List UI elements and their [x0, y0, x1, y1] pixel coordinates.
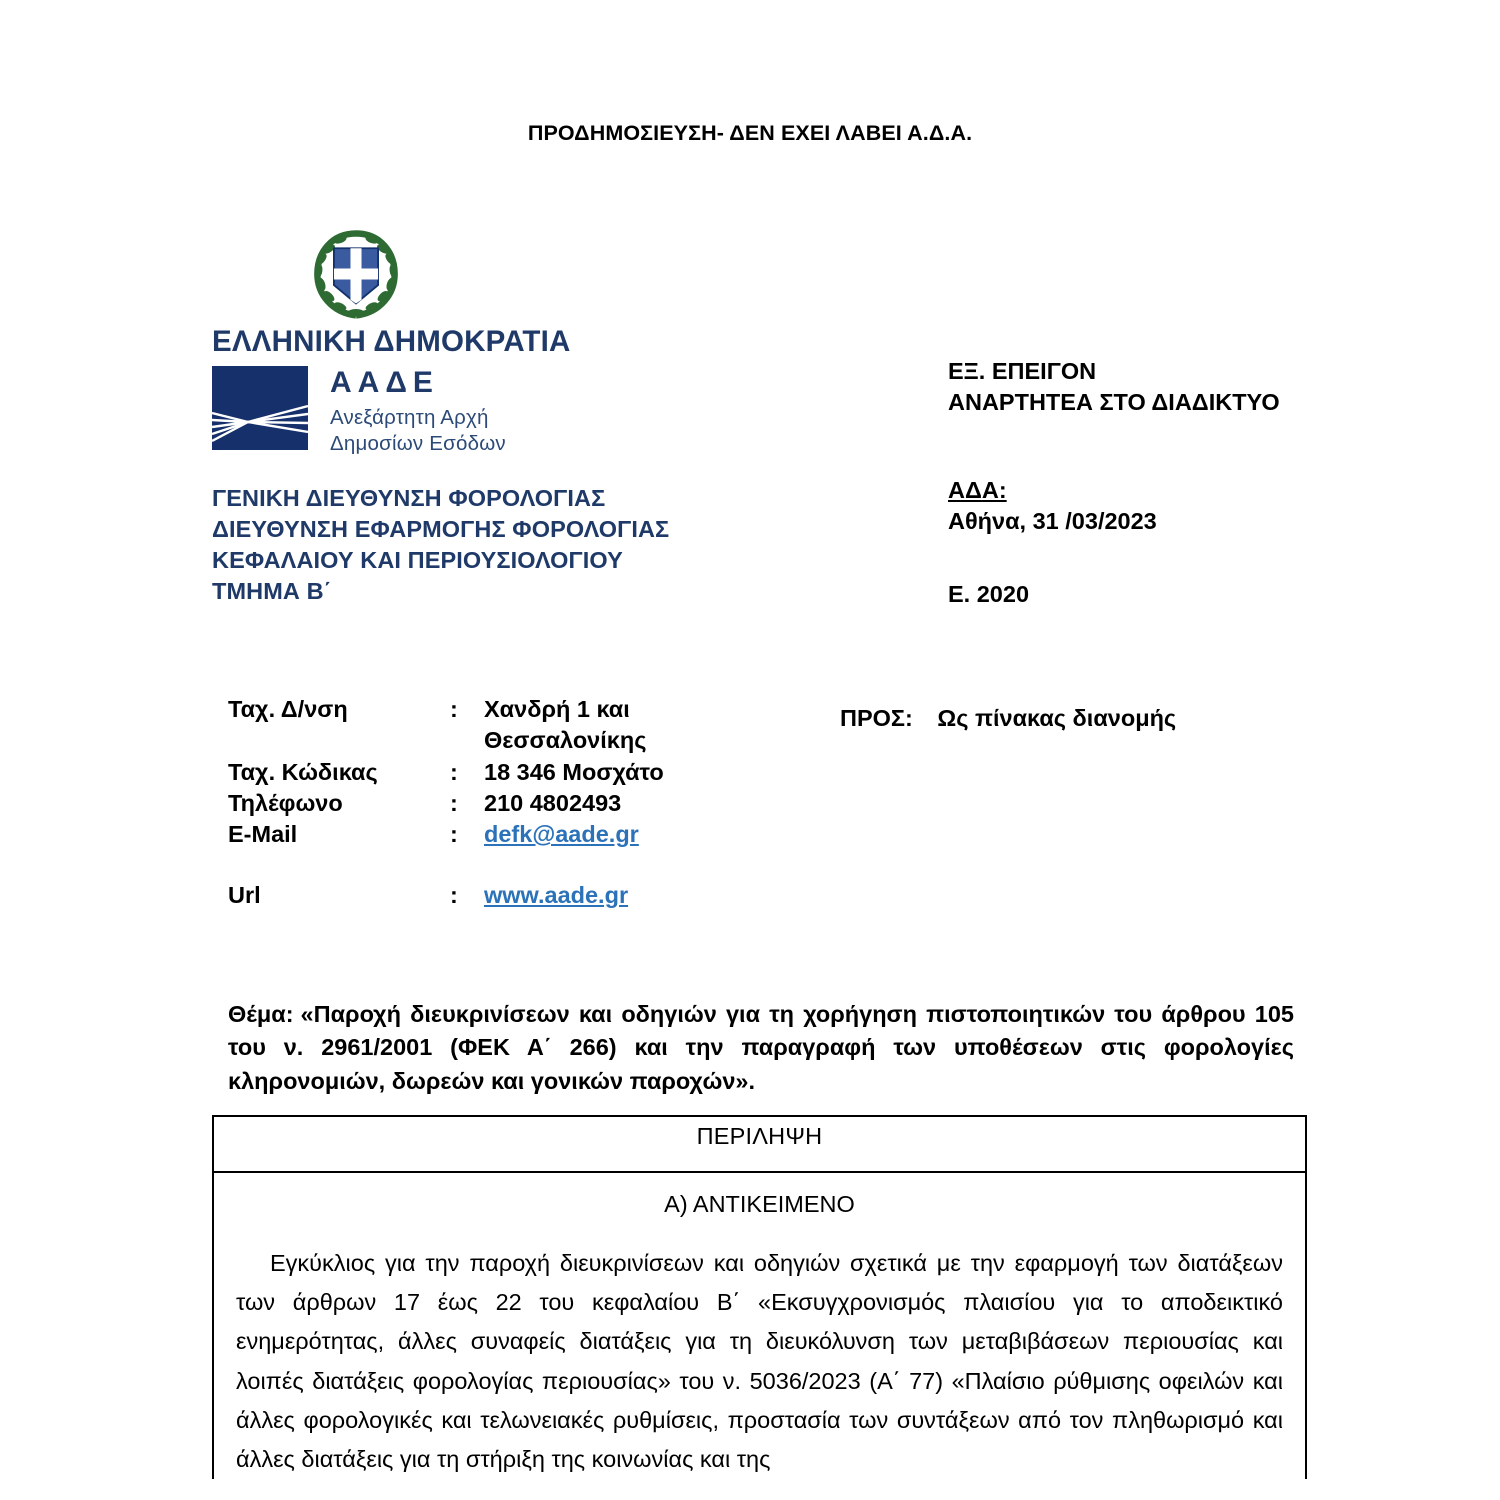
summary-title: ΠΕΡΙΛΗΨΗ [696, 1123, 823, 1149]
contact-colon-email: : [450, 821, 458, 847]
contact-label-url: Url [228, 882, 261, 909]
ada-group [948, 475, 1408, 538]
aade-title: ΑΑΔΕ [330, 365, 439, 399]
contact-colon-phone: : [450, 789, 458, 816]
contact-label-address: Ταχ. Δ/νση [228, 696, 348, 722]
email-link[interactable]: defk@aade.gr [484, 821, 639, 847]
summary-table-body-row [214, 1173, 1305, 1479]
subject-text: «Παροχή διευκρινίσεων και οδηγιών για τη χορήγηση πιστοποιητικών του άρθρου 105 του ν. 2961/2001 (ΦΕΚ Α΄ 266) και την παραγραφή των υποθέσεων στις φορολογίες κληρονομιών, δωρεών και γονικών παροχών». [228, 1001, 1294, 1094]
summary-section-label: Α) ΑΝΤΙΚΕΙΜΕΝΟ [664, 1191, 855, 1217]
contact-colon-url: : [450, 882, 458, 909]
recipient-value: Ως πίνακας διανομής [937, 705, 1177, 731]
contact-colon-postcode: : [450, 758, 458, 785]
summary-table-header-row [214, 1117, 1305, 1173]
letterhead [212, 228, 832, 607]
urgent-label: ΕΞ. ΕΠΕΙΓΟΝ [948, 358, 1097, 384]
contact-value-phone: 210 4802493 [484, 789, 622, 816]
contact-row-phone [228, 788, 748, 819]
department-line-4: ΤΜΗΜΑ Β΄ [212, 578, 332, 605]
republic-title: ΕΛΛΗΝΙΚΗ ΔΗΜΟΚΡΑΤΙΑ [212, 325, 571, 358]
aade-subtitle-line-2: Δημοσίων Εσόδων [330, 432, 506, 456]
department-line-1: ΓΕΝΙΚΗ ΔΙΕΥΘΥΝΣΗ ΦΟΡΟΛΟΓΙΑΣ [212, 485, 606, 512]
contact-colon-address: : [450, 696, 458, 722]
contact-value-email [484, 819, 748, 850]
subject-label: Θέμα: [228, 1001, 294, 1027]
contact-value-address [484, 694, 748, 757]
subject-block [228, 998, 1294, 1098]
contact-row-email [228, 819, 748, 850]
greek-coat-of-arms-icon [310, 228, 402, 320]
aade-logo-block [212, 366, 832, 457]
aade-logo-icon [212, 366, 308, 450]
prepublication-banner: ΠΡΟΔΗΜΟΣΙΕΥΣΗ- ΔΕΝ ΕΧΕΙ ΛΑΒΕΙ Α.Δ.Α. [527, 121, 973, 145]
contact-row-url [228, 880, 748, 911]
web-posting-label: ΑΝΑΡΤΗΤΕΑ ΣΤΟ ΔΙΑΔΙΚΤΥΟ [948, 389, 1280, 416]
contact-label-phone: Τηλέφωνο [228, 789, 343, 816]
aade-subtitle [330, 405, 506, 457]
website-link[interactable]: www.aade.gr [484, 882, 629, 909]
summary-table [212, 1115, 1307, 1479]
ada-label: ΑΔΑ: [948, 476, 1007, 503]
department-line-2: ΔΙΕΥΘΥΝΣΗ ΕΦΑΡΜΟΓΗΣ ΦΟΡΟΛΟΓΙΑΣ [212, 516, 670, 543]
department-block [212, 483, 832, 607]
document-number: Ε. 2020 [948, 581, 1030, 607]
address-line-1: Χανδρή 1 και [484, 696, 630, 722]
contact-details [228, 694, 748, 912]
document-meta [948, 356, 1408, 610]
aade-subtitle-line-1: Ανεξάρτητη Αρχή [330, 405, 489, 429]
recipient-block [840, 705, 1176, 732]
summary-paragraph: Εγκύκλιος για την παροχή διευκρινίσεων και οδηγιών σχετικά με την εφαρμογή των διατάξεων των άρθρων 17 έως 22 του κεφαλαίου Β΄ «Εκσυγχρονισμός πλαισίου για το αποδεικτικό ενημερότητας, άλλες συναφείς διατάξεις για τη διευκόλυνση των μεταβιβάσεων περιουσίας και λοιπές διατάξεις φορολογίας περιουσίας» του ν. 5036/2023 (Α΄ 77) «Πλαίσιο ρύθμισης οφειλών και άλλες φορολογικές και τελωνειακές ρυθμίσεις, προστασία των συντάξεων από τον πληθωρισμό και άλλες διατάξεις για τη στήριξη της κοινωνίας και της [236, 1250, 1283, 1473]
place-date: Αθήνα, 31 /03/2023 [948, 507, 1157, 534]
contact-row-address [228, 694, 748, 757]
contact-value-url [484, 880, 748, 911]
contact-value-postcode: 18 346 Μοσχάτο [484, 758, 664, 785]
emblem-container [212, 228, 832, 320]
aade-text-column [330, 366, 506, 457]
contact-label-email: E-Mail [228, 821, 298, 847]
department-line-3: ΚΕΦΑΛΑΙΟΥ ΚΑΙ ΠΕΡΙΟΥΣΙΟΛΟΓΙΟΥ [212, 547, 623, 574]
contact-label-postcode: Ταχ. Κώδικας [228, 758, 378, 785]
contact-row-postcode [228, 757, 748, 788]
address-line-2: Θεσσαλονίκης [484, 727, 647, 754]
recipient-label: ΠΡΟΣ: [840, 705, 913, 731]
